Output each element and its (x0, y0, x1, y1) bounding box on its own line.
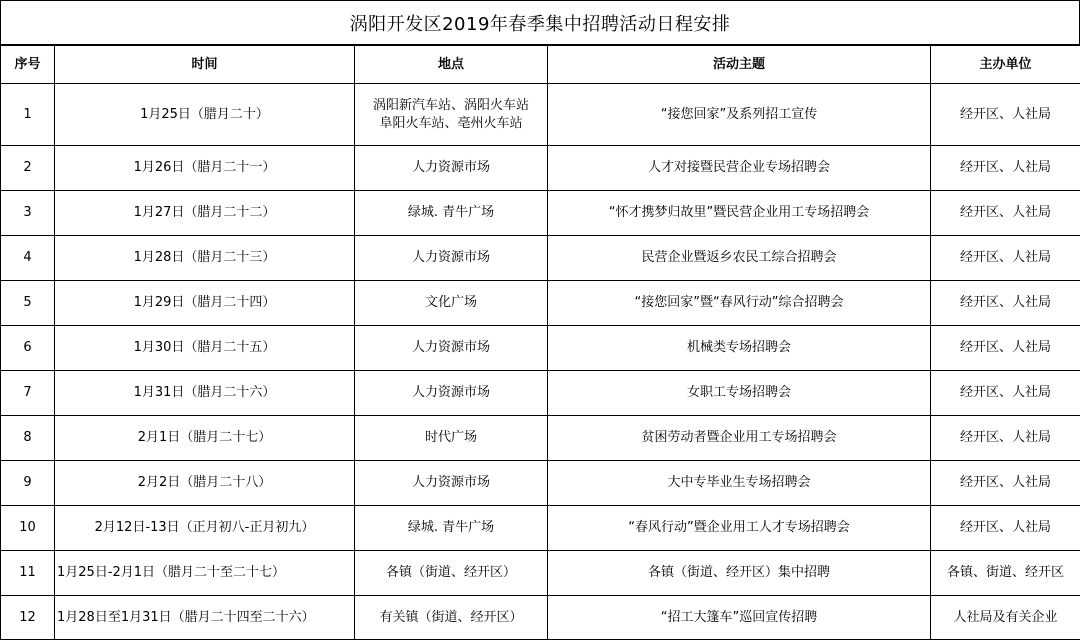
header-row (1, 46, 1080, 84)
cell-theme: “春风行动”暨企业用工人才专场招聘会 (548, 506, 931, 551)
cell-time: 1月28日（腊月二十三） (55, 236, 355, 281)
cell-organizer: 人社局及有关企业 (931, 596, 1080, 640)
cell-place: 人力资源市场 (355, 461, 548, 506)
cell-organizer: 经开区、人社局 (931, 84, 1080, 146)
cell-index: 4 (1, 236, 55, 281)
cell-organizer: 经开区、人社局 (931, 236, 1080, 281)
table-row (1, 416, 1080, 461)
cell-place: 人力资源市场 (355, 326, 548, 371)
cell-place-line2: 阜阳火车站、亳州火车站 (379, 115, 523, 131)
cell-time: 1月30日（腊月二十五） (55, 326, 355, 371)
cell-theme: 民营企业暨返乡农民工综合招聘会 (548, 236, 931, 281)
table-row (1, 551, 1080, 596)
cell-place: 人力资源市场 (355, 146, 548, 191)
cell-theme: 女职工专场招聘会 (548, 371, 931, 416)
cell-time: 1月25日-2月1日（腊月二十至二十七） (55, 551, 355, 596)
cell-organizer: 经开区、人社局 (931, 326, 1080, 371)
cell-index: 5 (1, 281, 55, 326)
cell-place: 各镇（街道、经开区） (355, 551, 548, 596)
schedule-table (0, 45, 1080, 640)
cell-organizer: 经开区、人社局 (931, 461, 1080, 506)
table-row (1, 371, 1080, 416)
table-row (1, 191, 1080, 236)
cell-organizer: 各镇、街道、经开区 (931, 551, 1080, 596)
cell-theme: 机械类专场招聘会 (548, 326, 931, 371)
table-row (1, 596, 1080, 640)
cell-place: 绿城. 青牛广场 (355, 191, 548, 236)
cell-index: 10 (1, 506, 55, 551)
sheet-title: 涡阳开发区2019年春季集中招聘活动日程安排 (0, 0, 1080, 45)
cell-index: 9 (1, 461, 55, 506)
table-row (1, 84, 1080, 146)
cell-organizer: 经开区、人社局 (931, 191, 1080, 236)
cell-theme: 各镇（街道、经开区）集中招聘 (548, 551, 931, 596)
cell-time: 2月1日（腊月二十七） (55, 416, 355, 461)
cell-place: 有关镇（街道、经开区） (355, 596, 548, 640)
cell-index: 6 (1, 326, 55, 371)
cell-index: 7 (1, 371, 55, 416)
table-row (1, 281, 1080, 326)
header-theme: 活动主题 (548, 46, 931, 84)
cell-place (355, 84, 548, 146)
cell-place: 人力资源市场 (355, 371, 548, 416)
header-organizer: 主办单位 (931, 46, 1080, 84)
cell-place: 文化广场 (355, 281, 548, 326)
cell-organizer: 经开区、人社局 (931, 416, 1080, 461)
cell-time: 1月29日（腊月二十四） (55, 281, 355, 326)
cell-time: 1月28日至1月31日（腊月二十四至二十六） (55, 596, 355, 640)
table-row (1, 506, 1080, 551)
cell-index: 2 (1, 146, 55, 191)
header-index: 序号 (1, 46, 55, 84)
cell-organizer: 经开区、人社局 (931, 146, 1080, 191)
cell-time: 1月25日（腊月二十） (55, 84, 355, 146)
table-row (1, 461, 1080, 506)
cell-theme: “怀才携梦归故里”暨民营企业用工专场招聘会 (548, 191, 931, 236)
cell-time: 2月2日（腊月二十八） (55, 461, 355, 506)
cell-theme: 贫困劳动者暨企业用工专场招聘会 (548, 416, 931, 461)
cell-theme: “接您回家”暨“春风行动”综合招聘会 (548, 281, 931, 326)
cell-index: 3 (1, 191, 55, 236)
cell-time: 2月12日-13日（正月初八-正月初九） (55, 506, 355, 551)
cell-index: 1 (1, 84, 55, 146)
cell-index: 8 (1, 416, 55, 461)
table-row (1, 236, 1080, 281)
cell-organizer: 经开区、人社局 (931, 506, 1080, 551)
cell-organizer: 经开区、人社局 (931, 371, 1080, 416)
cell-time: 1月27日（腊月二十二） (55, 191, 355, 236)
cell-theme: “接您回家”及系列招工宣传 (548, 84, 931, 146)
cell-place: 绿城. 青牛广场 (355, 506, 548, 551)
cell-time: 1月31日（腊月二十六） (55, 371, 355, 416)
cell-theme: 人才对接暨民营企业专场招聘会 (548, 146, 931, 191)
cell-index: 12 (1, 596, 55, 640)
header-place: 地点 (355, 46, 548, 84)
cell-index: 11 (1, 551, 55, 596)
cell-organizer: 经开区、人社局 (931, 281, 1080, 326)
table-row (1, 326, 1080, 371)
cell-place: 人力资源市场 (355, 236, 548, 281)
cell-place: 时代广场 (355, 416, 548, 461)
cell-place-line1: 涡阳新汽车站、涡阳火车站 (372, 97, 529, 113)
cell-theme: 大中专毕业生专场招聘会 (548, 461, 931, 506)
table-row (1, 146, 1080, 191)
cell-time: 1月26日（腊月二十一） (55, 146, 355, 191)
cell-theme: “招工大篷车”巡回宣传招聘 (548, 596, 931, 640)
header-time: 时间 (55, 46, 355, 84)
